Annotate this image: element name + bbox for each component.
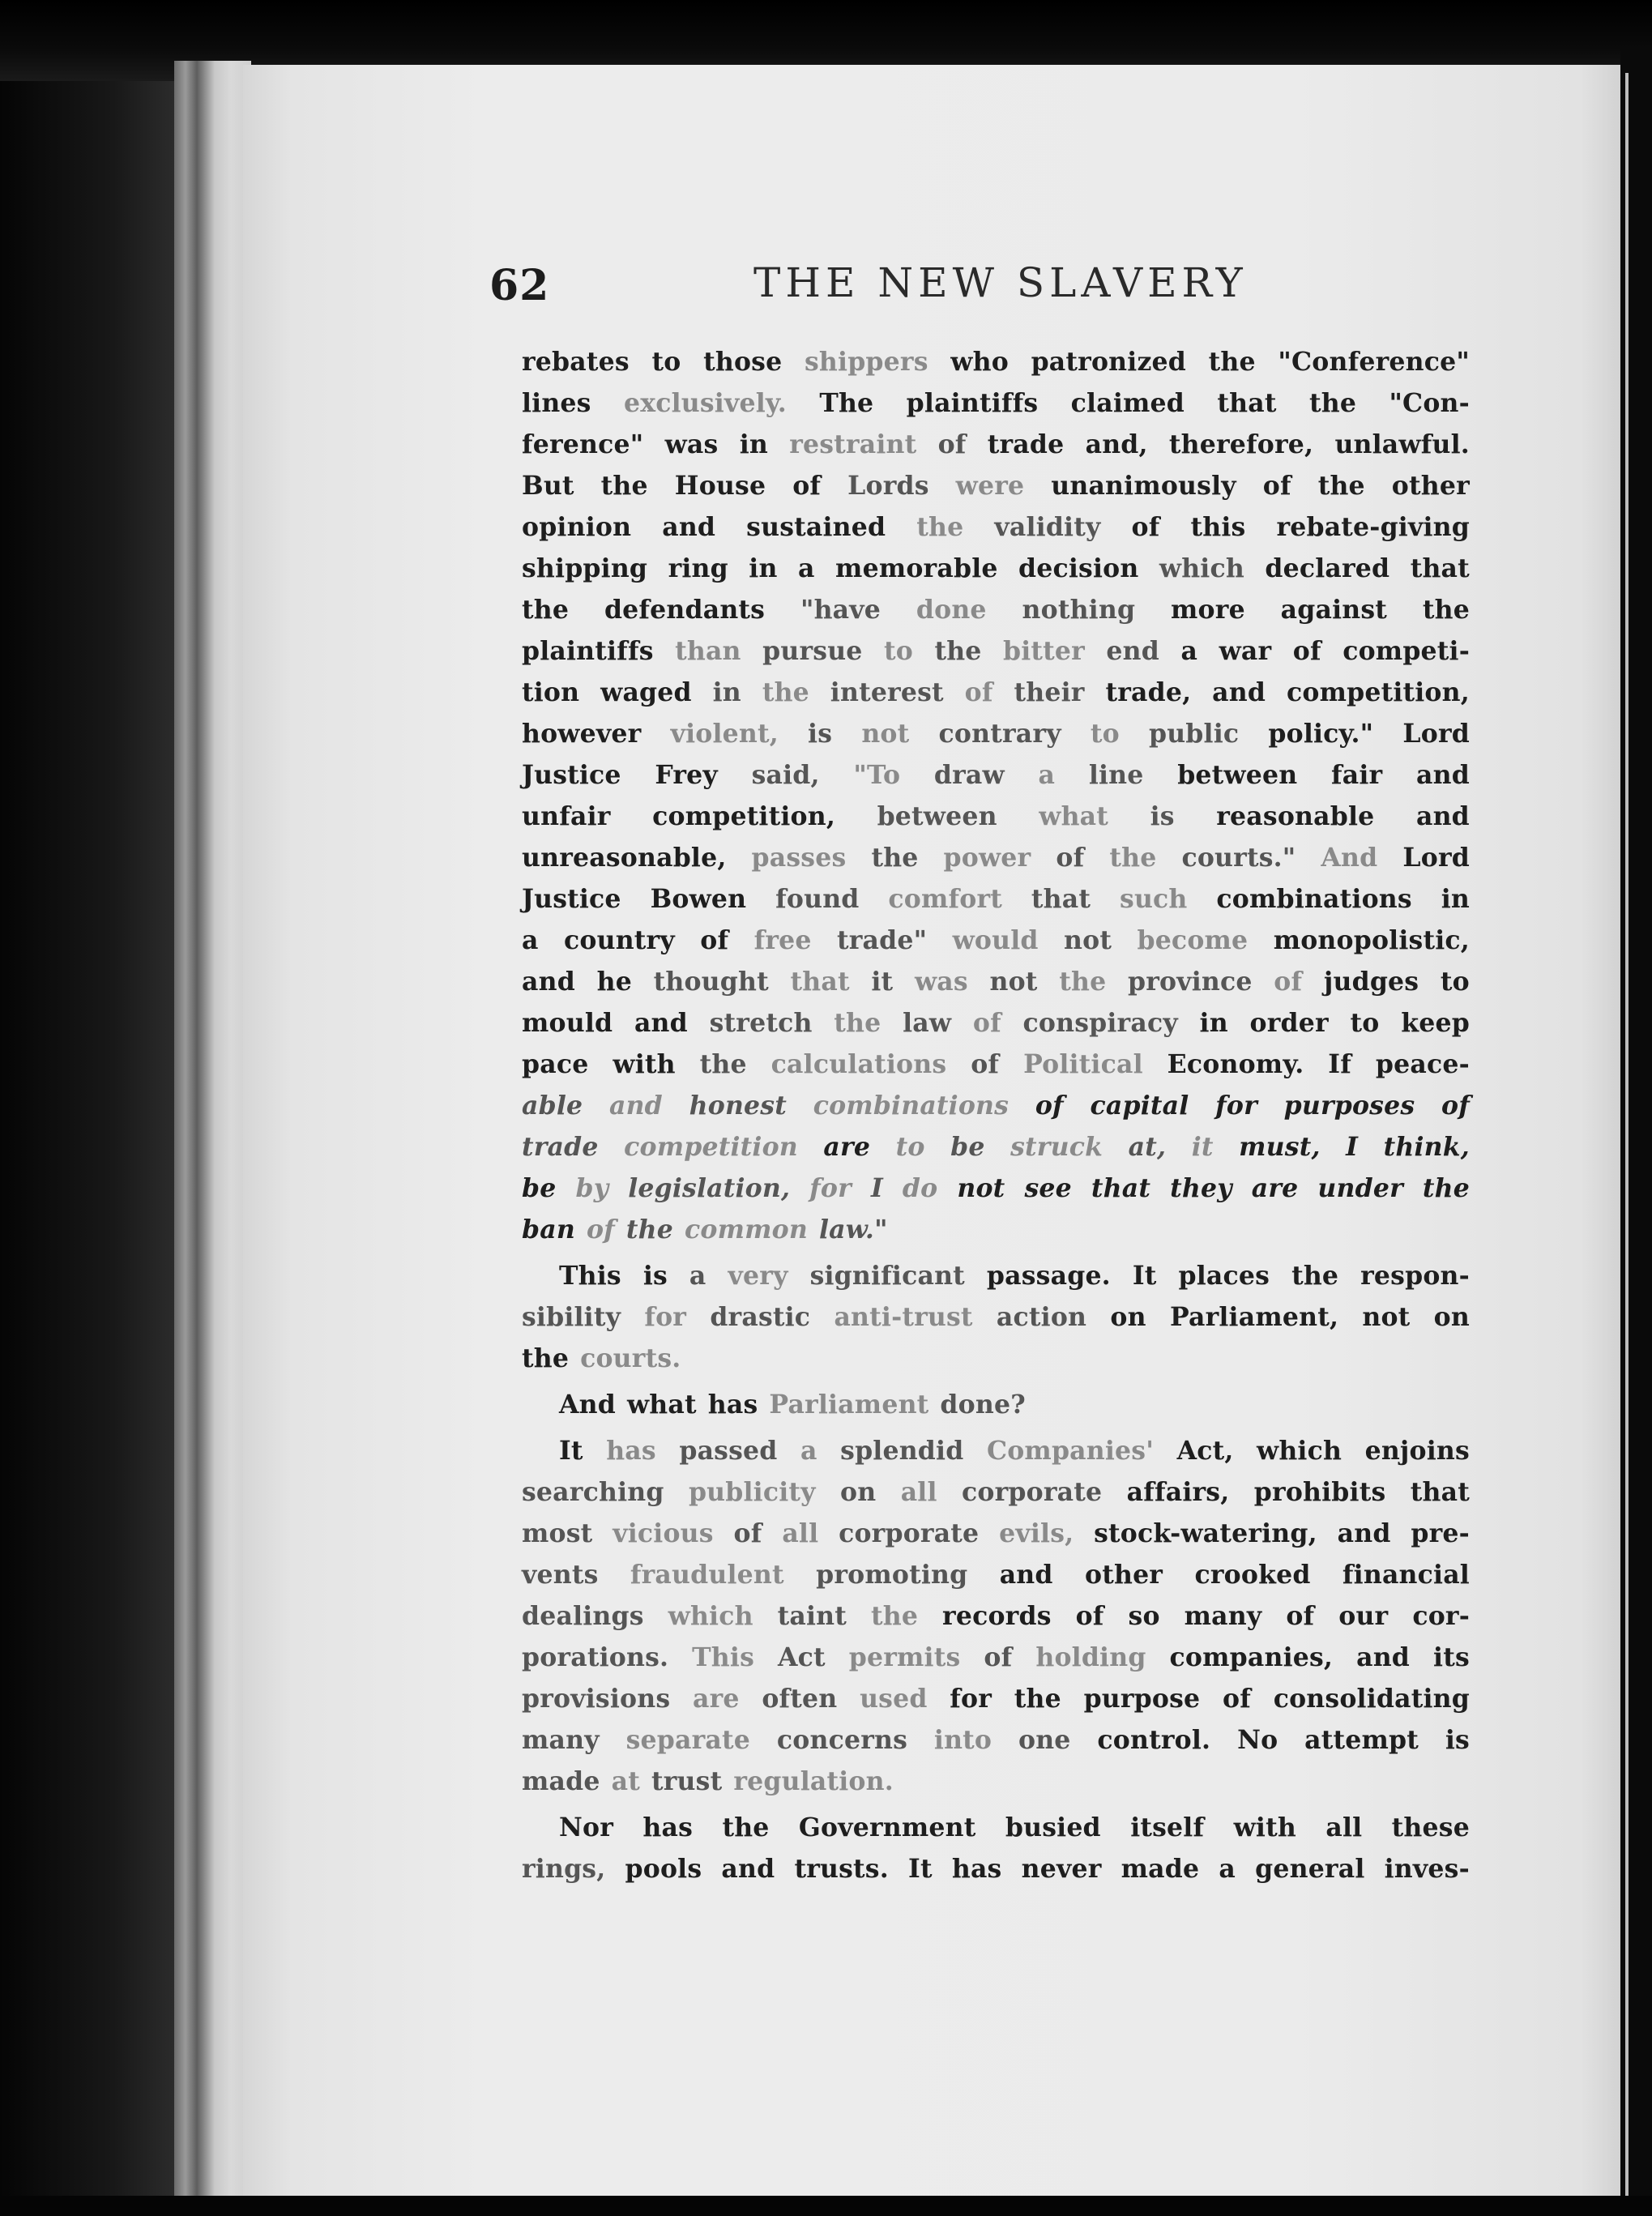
running-head: THE NEW SLAVERY xyxy=(753,259,1248,306)
text-line: And what has Parliament done? xyxy=(559,1390,1026,1420)
text-line: rebates to those shippers who patronized the "Conference" xyxy=(522,347,1470,377)
text-line: and he thought that it was not the province of judges to xyxy=(522,967,1470,997)
text-line: provisions are often used for the purpose of consolidating xyxy=(522,1684,1470,1714)
text-line: It has passed a splendid Companies' Act, which enjoins xyxy=(559,1436,1470,1466)
scan-right-margin xyxy=(1620,49,1652,2216)
text-line: the courts. xyxy=(522,1343,681,1373)
text-line: rings, pools and trusts. It has never made a general inves- xyxy=(522,1854,1470,1884)
text-line: Justice Frey said, "To draw a line between fair and xyxy=(522,760,1470,790)
text-line: many separate concerns into one control. No attempt is xyxy=(522,1725,1470,1755)
text-line: This is a very significant passage. It places the respon- xyxy=(559,1261,1470,1291)
text-line: But the House of Lords were unanimously of the other xyxy=(522,471,1470,501)
text-line: shipping ring in a memorable decision which declared that xyxy=(522,553,1470,583)
text-line: most vicious of all corporate evils, stock-watering, and pre- xyxy=(522,1518,1470,1548)
text-line: trade competition are to be struck at, it must, I think, xyxy=(522,1132,1470,1162)
text-line: lines exclusively. The plaintiffs claimed that the "Con- xyxy=(522,388,1470,418)
text-line: however violent, is not contrary to public policy." Lord xyxy=(522,719,1470,749)
text-line: unreasonable, passes the power of the courts." And Lord xyxy=(522,843,1470,873)
text-line: Justice Bowen found comfort that such combinations in xyxy=(522,884,1470,914)
text-line: sibility for drastic anti-trust action on Parliament, not on xyxy=(522,1302,1470,1332)
body-text xyxy=(522,347,1470,1895)
text-line: pace with the calculations of Political Economy. If peace- xyxy=(522,1049,1470,1079)
text-line: made at trust regulation. xyxy=(522,1766,894,1796)
text-line: unfair competition, between what is reasonable and xyxy=(522,801,1470,831)
text-line: dealings which taint the records of so many of our cor- xyxy=(522,1601,1470,1631)
text-line: able and honest combinations of capital for purposes of xyxy=(522,1091,1470,1121)
text-line: Nor has the Government busied itself with all these xyxy=(559,1813,1470,1842)
text-line: searching publicity on all corporate affairs, prohibits that xyxy=(522,1477,1470,1507)
text-line: a country of free trade" would not become monopolistic, xyxy=(522,925,1470,955)
text-line: vents fraudulent promoting and other crooked financial xyxy=(522,1560,1470,1590)
page-number: 62 xyxy=(489,261,550,310)
text-line: ference" was in restraint of trade and, therefore, unlawful. xyxy=(522,429,1470,459)
text-line: mould and stretch the law of conspiracy in order to keep xyxy=(522,1008,1470,1038)
book-gutter xyxy=(174,61,251,2200)
text-line: the defendants "have done nothing more against the xyxy=(522,595,1470,625)
text-line: be by legislation, for I do not see that they are under the xyxy=(522,1173,1470,1203)
text-line: plaintiffs than pursue to the bitter end a war of competi- xyxy=(522,636,1470,666)
text-line: tion waged in the interest of their trade, and competition, xyxy=(522,677,1470,707)
text-line: porations. This Act permits of holding companies, and its xyxy=(522,1642,1470,1672)
text-line: ban of the common law." xyxy=(522,1215,888,1245)
scan-bottom-margin xyxy=(0,2196,1652,2216)
text-line: opinion and sustained the validity of this rebate-giving xyxy=(522,512,1470,542)
